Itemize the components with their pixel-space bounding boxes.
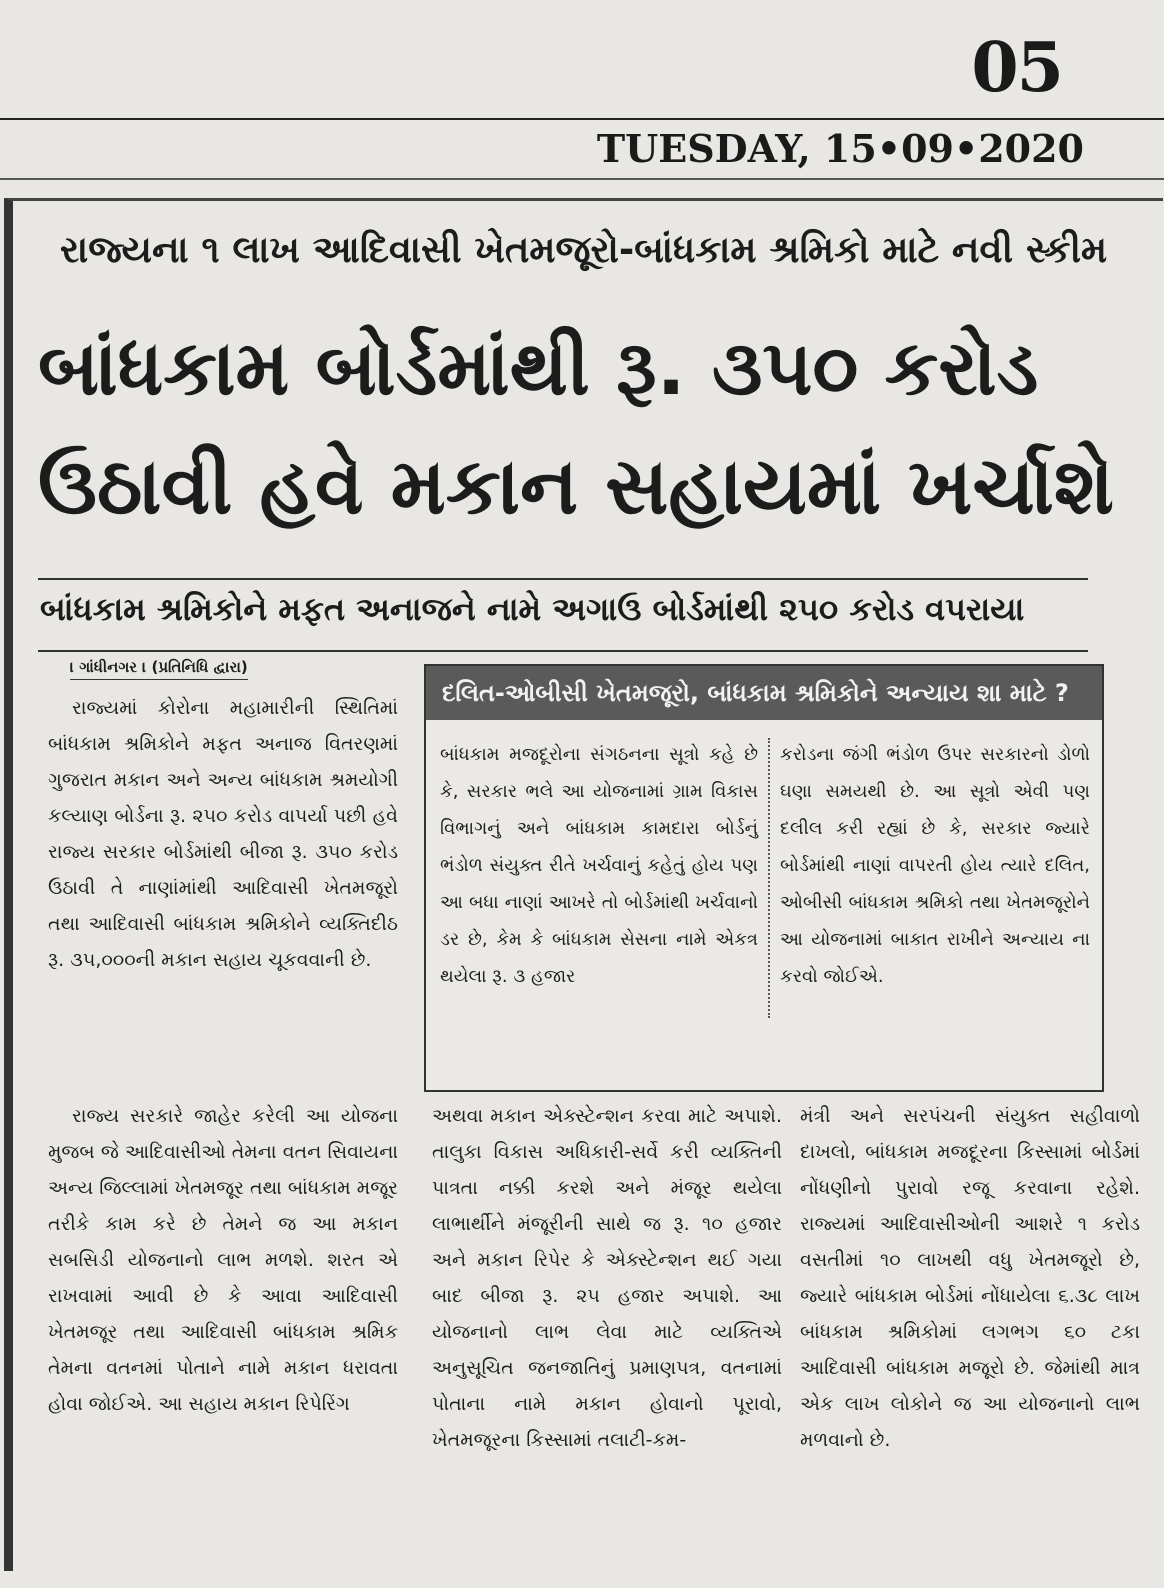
column-3-bottom (800, 1098, 1140, 1458)
sidebar-paragraph-2: કરોડના જંગી ભંડોળ ઉપર સરકારનો ડોળો ઘણા સમયથી છે. આ સૂત્રો એવી પણ દલીલ કરી રહ્યાં છે કે, સરકાર જ્યારે બોર્ડમાંથી નાણાં વાપરતી હોય ત્યારે દલિત, ઓબીસી બાંધકામ શ્રમિકો તથા ખેતમજૂરોને આ યોજનામાં બાકાત રાખીને અન્યાય ના કરવો જોઈએ. (780, 744, 1090, 987)
subhead-rule-top (38, 578, 1088, 580)
sidebar-title: દલિત-ઓબીસી ખેતમજૂરો, બાંધકામ શ્રમિકોને અન્યાય શા માટે ? (426, 666, 1102, 720)
top-rule (0, 118, 1164, 120)
sidebar-column-1 (440, 736, 758, 995)
byline: । ગાંધીનગર । (પ્રતિનિધિ દ્વારા) (70, 658, 248, 680)
headline-line-2: ઉઠાવી હવે મકાન સહાયમાં ખર્ચાશે (38, 442, 1114, 532)
headline-line-1: બાંધકામ બોર્ડમાંથી રૂ. ૩૫૦ કરોડ (38, 323, 1039, 412)
column-2-bottom (432, 1098, 782, 1458)
article-subhead: બાંધકામ શ્રમિકોને મફત અનાજને નામે અગાઉ બોર્ડમાંથી ૨૫૦ કરોડ વપરાયા (40, 590, 1025, 628)
article-kicker: રાજ્યના ૧ લાખ આદિવાસી ખેતમજૂરો-બાંધકામ શ્રમિકો માટે નવી સ્કીમ (60, 228, 1108, 271)
sidebar-box (424, 664, 1104, 1092)
sidebar-paragraph-1: બાંધકામ મજદૂરોના સંગઠનના સૂત્રો કહે છે કે, સરકાર ભલે આ યોજનામાં ગ્રામ વિકાસ વિભાગનું અને બાંધકામ કામદારા બોર્ડનું ભંડોળ સંયુક્ત રીતે ખર્ચવાનું કહેતું હોય પણ આ બધા નાણાં આખરે તો બોર્ડમાંથી ખર્ચવાનો ડર છે, કેમ કે બાંધકામ સેસના નામે એકત્ર થયેલા રૂ. ૩ હજાર (440, 744, 758, 987)
date-rule (0, 178, 1164, 180)
column-1-top (48, 690, 398, 978)
subhead-rule-bottom (38, 650, 1088, 652)
sidebar-divider (768, 738, 770, 1018)
column-1-bottom (48, 1098, 398, 1422)
paragraph-2: રાજ્ય સરકારે જાહેર કરેલી આ યોજના મુજબ જે આદિવાસીઓ તેમના વતન સિવાયના અન્ય જિલ્લામાં ખેતમજૂર તથા બાંધકામ મજૂર તરીકે કામ કરે છે તેમને જ આ મકાન સબસિડી યોજનાનો લાભ મળશે. શરત એ રાખવામાં આવી છે કે આવા આદિવાસી ખેતમજૂર તથા આદિવાસી બાંધકામ શ્રમિક તેમના વતનમાં પોતાને નામે મકાન ધરાવતા હોવા જોઈએ. આ સહાય મકાન રિપેરિંગ (48, 1105, 398, 1415)
paragraph-1: રાજ્યમાં કોરોના મહામારીની સ્થિતિમાં બાંધકામ શ્રમિકોને મફત અનાજ વિતરણમાં ગુજરાત મકાન અને અન્ય બાંધકામ શ્રમયોગી કલ્યાણ બોર્ડના રૂ. ૨૫૦ કરોડ વાપર્યા પછી હવે રાજ્ય સરકાર બોર્ડમાંથી બીજા રૂ. ૩૫૦ કરોડ ઉઠાવી તે નાણાંમાંથી આદિવાસી ખેતમજૂરો તથા આદિવાસી બાંધકામ શ્રમિકોને વ્યક્તિદીઠ રૂ. ૩૫,૦૦૦ની મકાન સહાય ચૂકવવાની છે. (48, 697, 398, 971)
paragraph-3: અથવા મકાન એક્સ્ટેન્શન કરવા માટે અપાશે. તાલુકા વિકાસ અધિકારી-સર્વે કરી વ્યક્તિની પાત્રતા નક્કી કરશે અને મંજૂર થયેલા લાભાર્થીને મંજૂરીની સાથે જ રૂ. ૧૦ હજાર અને મકાન રિપેર કે એક્સ્ટેન્શન થઈ ગયા બાદ બીજા રૂ. ૨૫ હજાર અપાશે. આ યોજનાનો લાભ લેવા માટે વ્યક્તિએ અનુસૂચિત જનજાતિનું પ્રમાણપત્ર, વતનામાં પોતાના નામે મકાન હોવાનો પૂરાવો, ખેતમજૂરના કિસ્સામાં તલાટી-કમ- (432, 1105, 782, 1451)
dateline: TUESDAY, 15•09•2020 (596, 126, 1084, 171)
paragraph-4: મંત્રી અને સરપંચની સંયુક્ત સહીવાળો દાખલો, બાંધકામ મજદૂરના કિસ્સામાં બોર્ડમાં નોંધણીનો પુરાવો રજૂ કરવાના રહેશે. રાજ્યમાં આદિવાસીઓની આશરે ૧ કરોડ વસતીમાં ૧૦ લાખથી વધુ ખેતમજૂરો છે, જ્યારે બાંધકામ બોર્ડમાં નોંધાયેલા ૬.૩૮ લાખ બાંધકામ શ્રમિકોમાં લગભગ ૬૦ ટકા આદિવાસી બાંધકામ મજૂરો છે. જેમાંથી માત્ર એક લાખ લોકોને જ આ યોજનાનો લાભ મળવાનો છે. (800, 1105, 1140, 1451)
page-number: 05 (971, 28, 1062, 108)
sidebar-column-2 (780, 736, 1090, 995)
